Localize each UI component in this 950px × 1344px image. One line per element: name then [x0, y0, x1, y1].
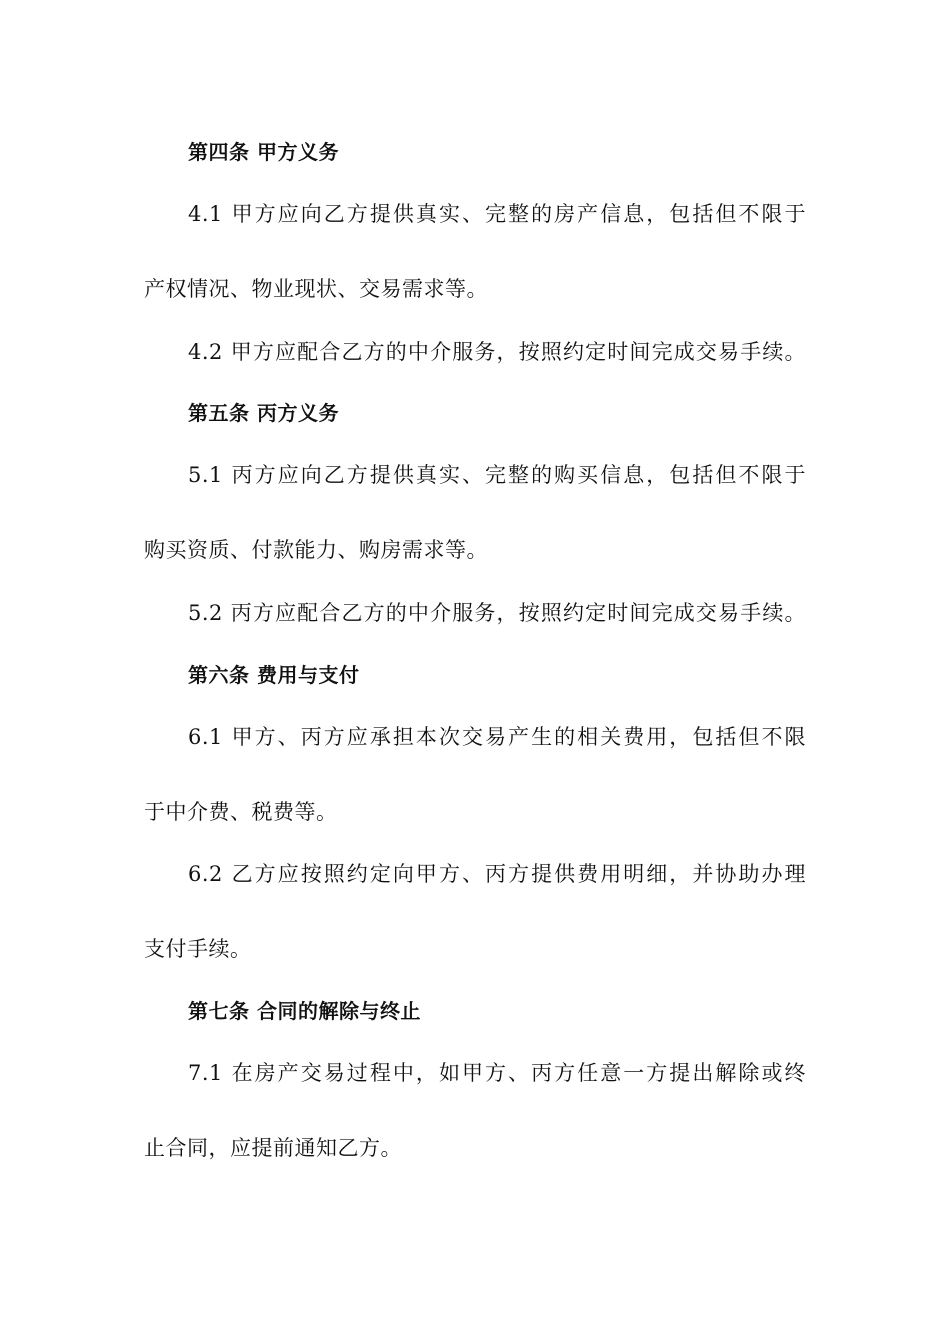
clause-7-1-line-1: 7.1 在房产交易过程中，如甲方、丙方任意一方提出解除或终 [188, 1061, 806, 1085]
clause-5-1-line-1: 5.1 丙方应向乙方提供真实、完整的购买信息，包括但不限于 [188, 463, 806, 487]
clause-6-2-line-1: 6.2 乙方应按照约定向甲方、丙方提供费用明细，并协助办理 [188, 862, 806, 886]
clause-4-1-line-2: 产权情况、物业现状、交易需求等。 [144, 277, 488, 301]
clause-4-1-line-1: 4.1 甲方应向乙方提供真实、完整的房产信息，包括但不限于 [188, 202, 806, 226]
section-heading-6: 第六条 费用与支付 [188, 663, 360, 687]
clause-5-2-line-1: 5.2 丙方应配合乙方的中介服务，按照约定时间完成交易手续。 [188, 601, 806, 625]
clause-6-2-line-2: 支付手续。 [144, 937, 252, 961]
clause-5-1-line-2: 购买资质、付款能力、购房需求等。 [144, 538, 488, 562]
clause-6-1-line-1: 6.1 甲方、丙方应承担本次交易产生的相关费用，包括但不限 [188, 725, 806, 749]
clause-7-1-line-2: 止合同，应提前通知乙方。 [144, 1136, 402, 1160]
section-heading-7: 第七条 合同的解除与终止 [188, 999, 421, 1023]
clause-4-2-line-1: 4.2 甲方应配合乙方的中介服务，按照约定时间完成交易手续。 [188, 340, 806, 364]
section-heading-4: 第四条 甲方义务 [188, 140, 339, 164]
section-heading-5: 第五条 丙方义务 [188, 401, 339, 425]
clause-6-1-line-2: 于中介费、税费等。 [144, 800, 338, 824]
